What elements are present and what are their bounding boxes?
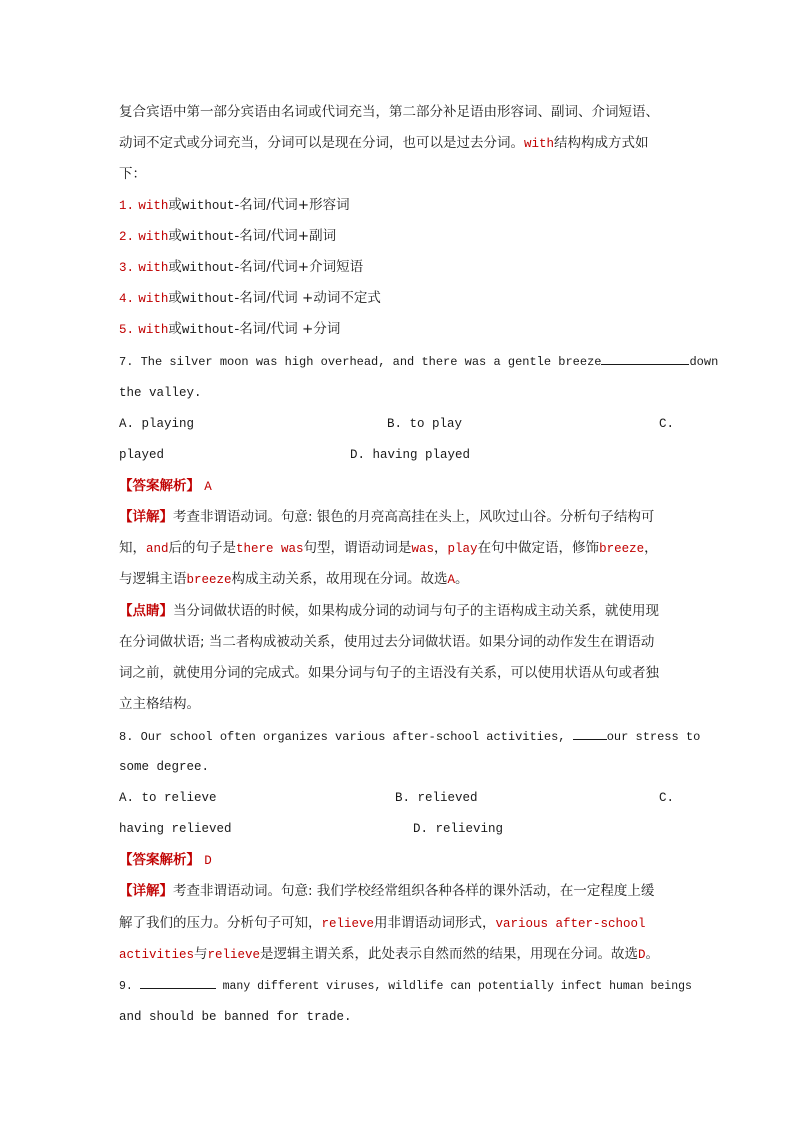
q8-option-d: D. relieving [413,822,504,836]
q8-stem-line-2: some degree. [119,760,210,774]
q7-stem-line-2: the valley. [119,386,202,400]
structure-item-3: 3. with或without-名词/代词+介词短语 [119,259,364,275]
q8-detail-line-3: activities与relieve是逻辑主谓关系，此处表示自然而然的结果，用现在分词。故选D。 [119,946,660,962]
q8-option-c: having relieved [119,822,232,836]
intro-line-2: 动词不定式或分词充当，分词可以是现在分词，也可以是过去分词。with结构构成方式如 [119,135,649,151]
structure-item-1: 1. with或without-名词/代词+形容词 [119,197,350,213]
q7-tip-line-3: 词之前，就使用分词的完成式。如果分词与句子的主语没有关系，可以使用状语从句或者独 [119,665,659,681]
q9-blank [140,975,216,989]
structure-item-5: 5. with或without-名词/代词 +分词 [119,321,341,337]
structure-item-2: 2. with或without-名词/代词+副词 [119,228,337,244]
q7-tip-line-1: 【点睛】当分词做状语的时候，如果构成分词的动词与句子的主语构成主动关系，就使用现 [119,603,659,619]
q7-detail-line-2: 知，and后的句子是there was句型，谓语动词是was，play在句中做定语，修饰breeze， [119,540,658,556]
q9-stem-line-2: and should be banned for trade. [119,1010,352,1024]
q8-stem-line-1: 8. Our school often organizes various after-school activities, our stress to [119,726,675,747]
structure-item-4: 4. with或without-名词/代词 +动词不定式 [119,290,381,306]
q8-detail-line-2: 解了我们的压力。分析句子可知，relieve用非谓语动词形式，various after-school [119,915,646,931]
q8-detail-line-1: 【详解】考查非谓语动词。句意: 我们学校经常组织各种各样的课外活动，在一定程度上缓 [119,883,655,899]
q7-option-d: D. having played [350,448,471,462]
q8-option-c-label: C. [659,791,675,805]
q7-tip-line-4: 立主格结构。 [119,696,200,712]
q7-detail-line-3: 与逻辑主语breeze构成主动关系，故用现在分词。故选A。 [119,571,469,587]
q8-answer: 【答案解析】 D [119,852,212,868]
q7-option-a: A. playing [119,417,195,431]
q8-option-b: B. relieved [395,791,478,805]
q7-detail-line-1: 【详解】考查非谓语动词。句意: 银色的月亮高高挂在头上，风吹过山谷。分析句子结构可 [119,509,655,525]
q8-blank [573,726,607,740]
intro-line-3: 下： [119,166,146,182]
q7-stem-line-1: 7. The silver moon was high overhead, and there was a gentle breeze down [119,351,675,372]
q7-answer: 【答案解析】 A [119,478,212,494]
q7-tip-line-2: 在分词做状语; 当二者构成被动关系，使用过去分词做状语。如果分词的动作发生在谓语动 [119,634,655,650]
q7-option-b: B. to play [387,417,463,431]
intro-line-1: 复合宾语中第一部分宾语由名词或代词充当，第二部分补足语由形容词、副词、介词短语、 [119,104,659,120]
q9-stem-line-1: 9. many different viruses, wildlife can potentially infect human beings [119,975,675,997]
q8-option-a: A. to relieve [119,791,217,805]
q7-option-c: played [119,448,165,462]
q7-option-c-label: C. [659,417,675,431]
q7-blank [601,351,689,365]
